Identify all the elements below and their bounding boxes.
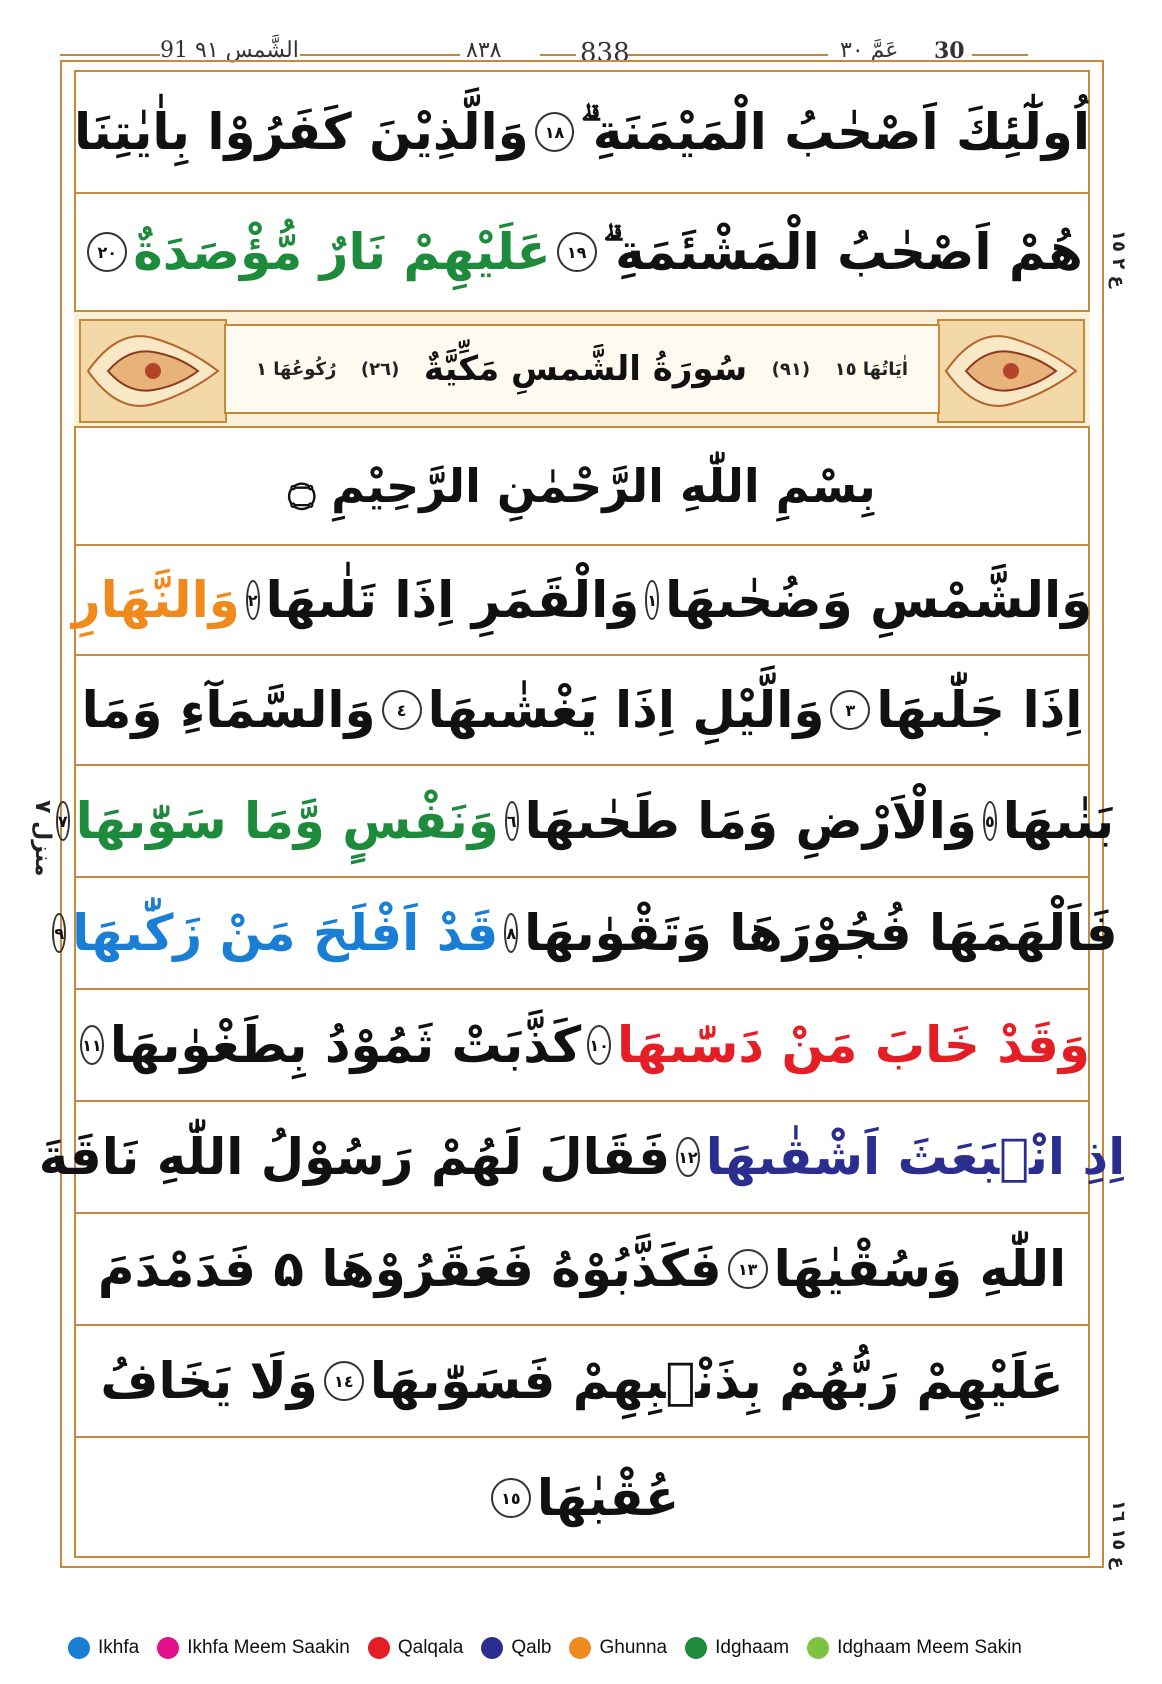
legend-item-qalb (481, 1637, 551, 1659)
legend-item-qalqala (368, 1637, 464, 1659)
revelation-order: (٢٦) (360, 358, 400, 380)
quran-line-8 (38, 1102, 1126, 1214)
ayah-text: اللّٰهِ وَسُقْيٰهَا (773, 1240, 1067, 1298)
header-rule (628, 54, 828, 56)
ayah-text: كَذَّبَتْ ثَمُوْدُ بِطَغْوٰىهَا (109, 1016, 582, 1074)
page-number: 838 (580, 38, 630, 68)
ayah-text: عُقْبٰهَا (536, 1469, 680, 1527)
ayah-number-marker: ١٩ (557, 232, 597, 272)
quran-line-10 (74, 1326, 1090, 1438)
legend-item-ikhfa (68, 1637, 139, 1659)
surah-banner-content (224, 324, 940, 414)
ayah-text: وَالَّيْلِ اِذَا يَغْشٰىهَا (427, 681, 825, 739)
header-rule (540, 54, 576, 56)
ayah-number-marker: ١١ (80, 1025, 104, 1065)
ayah-number-marker: ١٢ (676, 1137, 700, 1177)
legend-label: Qalb (511, 1637, 552, 1658)
ayah-number-marker: ٩ (52, 913, 66, 953)
ruku-marker-bottom: ع ١٥ ١٦ (1108, 1500, 1129, 1569)
ruku-count: رُكُوعُهَا ١ (256, 358, 337, 380)
ayah-number-marker: ١ (645, 580, 659, 620)
ayah-text: هُمْ اَصْحٰبُ الْمَشْئَمَةِ ۗ (602, 222, 1083, 281)
ayah-text: عَلَيْهِمْ رَبُّهُمْ بِذَنْۢبِهِمْ فَسَوّٰىهَا (369, 1352, 1064, 1410)
ayah-number-marker: ٤ (382, 690, 422, 730)
ayah-number-marker: ٨ (504, 913, 518, 953)
ayah-number-marker: ٢ (246, 580, 260, 620)
legend-dot-icon (807, 1637, 829, 1659)
ayah-text: فَكَذَّبُوْهُ فَعَقَرُوْهَا ۵ فَدَمْدَمَ (97, 1240, 722, 1298)
legend-label: Ikhfa Meem Saakin (187, 1637, 350, 1658)
ayah-number-marker: ١٥ (491, 1478, 531, 1518)
ayah-text: وَالَّذِيْنَ كَفَرُوْا بِاٰيٰتِنَا (74, 103, 529, 161)
ayat-count: اٰيَاتُهَا ١٥ (834, 358, 908, 380)
ayah-number-marker: ٦ (505, 801, 519, 841)
legend-label: Ikhfa (98, 1637, 140, 1658)
legend-dot-icon (569, 1637, 591, 1659)
ayah-text: بَنٰىهَا (1002, 792, 1115, 850)
ayah-text-idghaam: وَنَفْسٍ وَّمَا سَوّٰىهَا (75, 792, 499, 850)
legend-label: Qalqala (397, 1637, 464, 1658)
quran-line-9 (74, 1214, 1090, 1326)
legend-item-idghaam-meem-sakin (807, 1637, 1022, 1659)
surah-number: (٩١) (771, 358, 811, 380)
juz-number: 30 (934, 38, 965, 64)
ayah-text: فَاَلْهَمَهَا فُجُوْرَهَا وَتَقْوٰىهَا (524, 904, 1118, 962)
ayah-text: وَالسَّمَآءِ وَمَا (81, 681, 376, 739)
tajweed-legend (68, 1628, 1098, 1668)
bismillah: بِسْمِ اللّٰهِ الرَّحْمٰنِ الرَّحِيْمِ ۝ (288, 459, 876, 513)
legend-item-ikhfa-meem-saakin (157, 1637, 350, 1659)
quran-line-3 (71, 546, 1093, 656)
ruku-marker-top: ع ٢ ١٥ (1108, 230, 1129, 288)
legend-label: Idghaam Meem Sakin (837, 1637, 1022, 1658)
quran-line-6 (54, 878, 1118, 990)
quran-line-11 (74, 1438, 1090, 1558)
legend-dot-icon (481, 1637, 503, 1659)
ayah-number-marker: ١٣ (728, 1249, 768, 1289)
manzil-label: منزل ٧ (30, 800, 55, 877)
quran-line-1 (74, 72, 1090, 194)
legend-dot-icon (685, 1637, 707, 1659)
right-ornament-icon (936, 318, 1086, 424)
ayah-number-marker: ٥ (983, 801, 997, 841)
legend-label: Ghunna (599, 1637, 668, 1658)
ayah-text: وَالْقَمَرِ اِذَا تَلٰىهَا (265, 571, 640, 629)
legend-dot-icon (68, 1637, 90, 1659)
ayah-text-ghunna: وَالنَّهَارِ (71, 571, 240, 629)
quran-line-4 (74, 656, 1090, 766)
ayah-number-marker: ٢٠ (87, 232, 127, 272)
ayah-number-marker: ٣ (830, 690, 870, 730)
surah-header-label: 91 الشَّمس ٩١ (160, 38, 299, 63)
surah-title: سُورَةُ الشَّمسِ مَكِّيَّةٌ (423, 349, 748, 389)
juz-name: عَمَّ ٣٠ (840, 38, 899, 63)
header-rule (972, 54, 1028, 56)
legend-item-ghunna (569, 1637, 667, 1659)
ayah-text: وَلَا يَخَافُ (100, 1352, 318, 1410)
legend-item-idghaam (685, 1637, 789, 1659)
header-rule (60, 54, 160, 56)
header-rule (300, 54, 460, 56)
legend-dot-icon (368, 1637, 390, 1659)
ayah-text-ikhfa: قَدْ اَفْلَحَ مَنْ زَكّٰىهَا (72, 904, 499, 962)
ayah-number-marker: ١٠ (587, 1025, 611, 1065)
ayah-text: فَقَالَ لَهُمْ رَسُوْلُ اللّٰهِ نَاقَةَ (38, 1128, 671, 1186)
ayah-text: وَالشَّمْسِ وَضُحٰىهَا (665, 571, 1093, 629)
bismillah-line (74, 428, 1090, 546)
ayah-text: اُولٰٓئِكَ اَصْحٰبُ الْمَيْمَنَةِ ۗ (580, 102, 1090, 161)
legend-dot-icon (157, 1637, 179, 1659)
ayah-number-marker: ١٨ (535, 112, 574, 152)
ayah-number-marker: ١٤ (324, 1361, 364, 1401)
ayah-text-idghaam: عَلَيْهِمْ نَارٌ مُّؤْصَدَةٌ (133, 223, 551, 281)
quran-line-5 (57, 766, 1115, 878)
ayah-text: اِذَا جَلّٰىهَا (876, 681, 1083, 739)
page-number-arabic: ٨٣٨ (466, 38, 502, 63)
legend-label: Idghaam (715, 1637, 790, 1658)
ayah-number-marker: ٧ (56, 801, 70, 841)
ayah-text-qalb: اِذِ انْۢبَعَثَ اَشْقٰىهَا (705, 1128, 1126, 1186)
quran-line-7 (74, 990, 1090, 1102)
ayah-text: وَالْاَرْضِ وَمَا طَحٰىهَا (524, 792, 978, 850)
ayah-text-qalqala: وَقَدْ خَابَ مَنْ دَسّٰىهَا (617, 1016, 1090, 1074)
left-ornament-icon (78, 318, 228, 424)
quran-line-2 (74, 194, 1090, 310)
surah-banner (74, 310, 1090, 428)
